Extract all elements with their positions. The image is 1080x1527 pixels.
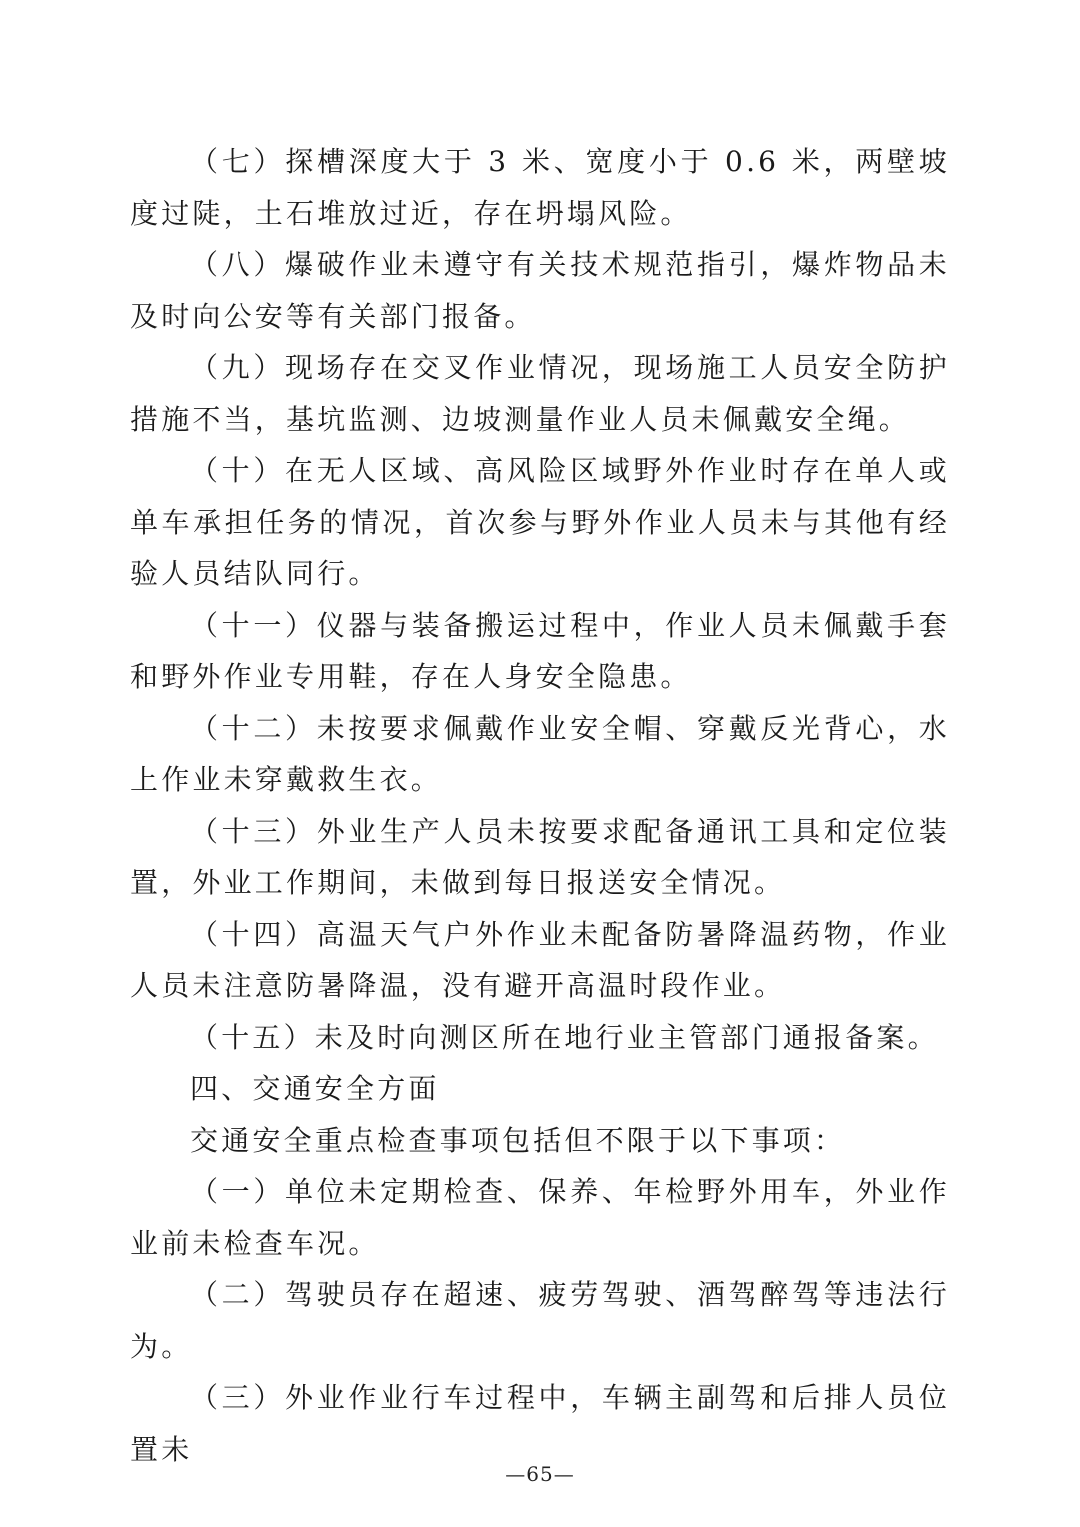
paragraph-item-9: （九）现场存在交叉作业情况，现场施工人员安全防护措施不当，基坑监测、边坡测量作业人员未佩戴安全绳。 (130, 351, 950, 436)
paragraph-item-8: （八）爆破作业未遵守有关技术规范指引，爆炸物品未及时向公安等有关部门报备。 (130, 248, 950, 333)
paragraph-item-7: （七）探槽深度大于 3 米、宽度小于 0.6 米，两壁坡度过陡，土石堆放过近，存在坍塌风险。 (130, 145, 950, 230)
paragraph-item-13: （十三）外业生产人员未按要求配备通讯工具和定位装置，外业工作期间，未做到每日报送安全情况。 (130, 814, 950, 899)
document-body (130, 136, 950, 1475)
paragraph-item-14: （十四）高温天气户外作业未配备防暑降温药物，作业人员未注意防暑降温，没有避开高温时段作业。 (130, 917, 950, 1002)
paragraph-item-1: （一）单位未定期检查、保养、年检野外用车，外业作业前未检查车况。 (130, 1175, 950, 1260)
section-intro: 交通安全重点检查事项包括但不限于以下事项： (190, 1123, 846, 1157)
section-heading-traffic-safety: 四、交通安全方面 (190, 1072, 440, 1105)
paragraph-item-11: （十一）仪器与装备搬运过程中，作业人员未佩戴手套和野外作业专用鞋，存在人身安全隐患。 (130, 608, 950, 693)
paragraph-item-15: （十五）未及时向测区所在地行业主管部门通报备案。 (190, 1020, 939, 1054)
paragraph-item-12: （十二）未按要求佩戴作业安全帽、穿戴反光背心，水上作业未穿戴救生衣。 (130, 711, 950, 796)
paragraph-item-10: （十）在无人区域、高风险区域野外作业时存在单人或单车承担任务的情况，首次参与野外作业人员未与其他有经验人员结队同行。 (130, 454, 950, 590)
paragraph-item-3: （三）外业作业行车过程中，车辆主副驾和后排人员位置未 (130, 1381, 950, 1466)
paragraph-item-2: （二）驾驶员存在超速、疲劳驾驶、酒驾醉驾等违法行为。 (130, 1278, 950, 1363)
page-number: —65— (505, 1462, 575, 1486)
